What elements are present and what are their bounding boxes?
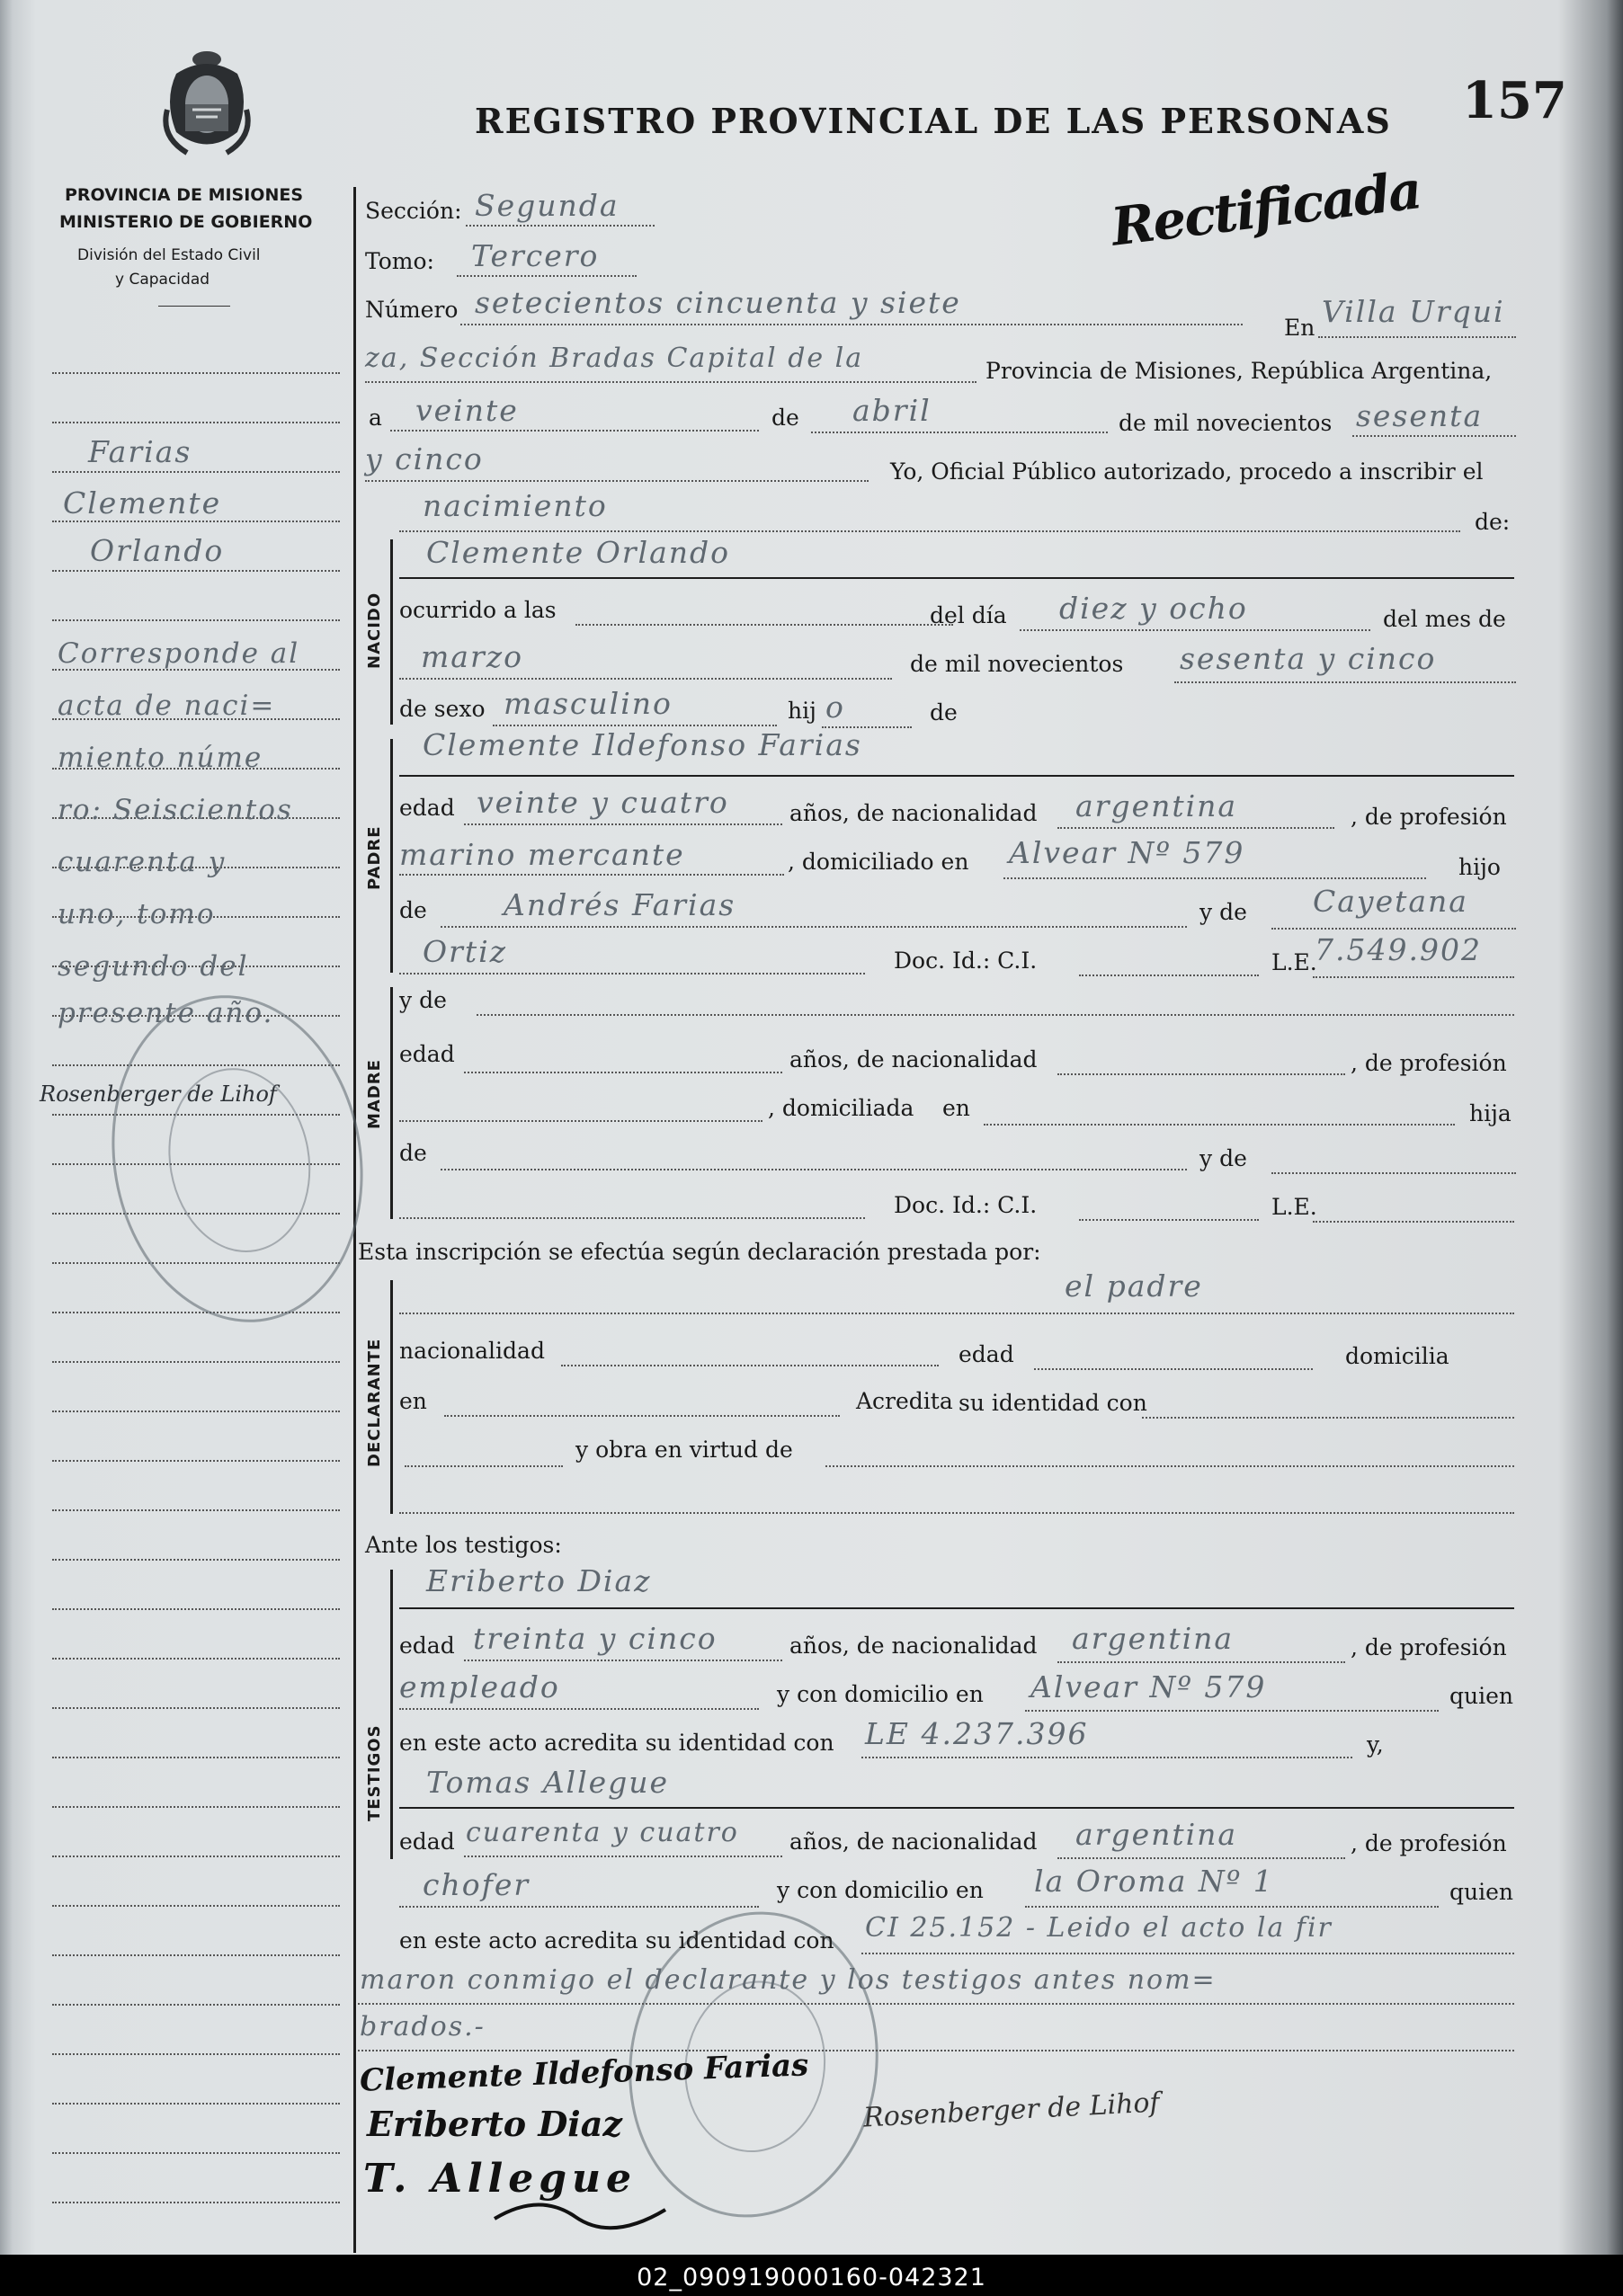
field-line — [399, 1708, 759, 1710]
witness-2-id-value: CI 25.152 - Leido el acto la fir — [865, 1912, 1333, 1944]
hij-suffix-value: o — [825, 690, 845, 725]
official-signature: Rosenberger de Lihof — [862, 2087, 1161, 2134]
margin-note-line: uno, tomo — [58, 898, 216, 930]
field-line — [825, 1465, 1514, 1467]
field-line — [441, 926, 1187, 928]
profesion-label: , de profesión — [1351, 1634, 1507, 1660]
month-of-birth-value: marzo — [421, 639, 523, 674]
year-value-continued: y cinco — [365, 441, 484, 476]
field-line — [464, 1855, 782, 1857]
tomo-value: Tercero — [471, 238, 600, 273]
margin-line — [52, 471, 340, 473]
y-de-label: y de — [1199, 1145, 1247, 1171]
closing-text-line-1: maron conmigo el declarante y los testigos antes nom= — [360, 1964, 1217, 1996]
margin-line — [52, 1905, 340, 1907]
field-line — [464, 823, 782, 825]
margin-note-line: miento núme — [58, 742, 263, 774]
field-line — [365, 381, 976, 383]
de-label: de — [399, 1140, 427, 1166]
paternal-grandmother-value: Cayetana — [1313, 884, 1468, 919]
margin-note-line: Corresponde al — [58, 637, 300, 670]
le-label: L.E. — [1271, 1194, 1317, 1220]
section-bracket — [390, 987, 393, 1219]
margin-line — [52, 372, 340, 374]
field-line — [1271, 1172, 1516, 1174]
mil-novecientos-label: de mil novecientos — [910, 651, 1124, 677]
field-line — [399, 1512, 1514, 1514]
field-line — [399, 577, 1514, 579]
margin-line — [52, 2152, 340, 2154]
en-value: Villa Urqui — [1322, 294, 1505, 329]
year-value: sesenta — [1356, 398, 1484, 433]
declarant-signature: Clemente Ildefonso Farias — [359, 2047, 809, 2099]
field-line — [493, 725, 777, 726]
field-line — [1057, 1073, 1345, 1075]
margin-line — [52, 1954, 340, 1956]
de-colon-label: de: — [1475, 509, 1511, 535]
witness-1-address-value: Alvear Nº 579 — [1030, 1669, 1267, 1704]
margin-note-line: cuarenta y — [58, 846, 227, 878]
margin-line — [52, 1608, 340, 1610]
footer-bar — [0, 2255, 1623, 2296]
witness-1-nationality-value: argentina — [1072, 1621, 1235, 1656]
field-line — [399, 973, 865, 974]
year-of-birth-value: sesenta y cinco — [1180, 641, 1437, 676]
margin-line — [52, 1559, 340, 1561]
seccion-label: Sección: — [365, 198, 462, 224]
location-value: za, Sección Bradas Capital de la — [365, 343, 864, 374]
profesion-label: , de profesión — [1351, 804, 1507, 830]
field-line — [1313, 1221, 1514, 1223]
domicilia-label: domicilia — [1345, 1343, 1449, 1369]
margin-line — [52, 1707, 340, 1709]
edad-label: edad — [399, 795, 455, 821]
sexo-label: de sexo — [399, 696, 486, 722]
y-de-label: y de — [399, 987, 447, 1013]
margin-line — [52, 521, 340, 522]
field-line — [399, 1217, 865, 1219]
field-line — [399, 1807, 1514, 1809]
quien-label: quien — [1449, 1683, 1513, 1709]
margin-line — [52, 1757, 340, 1758]
field-line — [561, 1365, 939, 1366]
field-line — [457, 275, 637, 277]
document-code: 02_090919000160-042321 — [637, 2264, 986, 2292]
seccion-value: Segunda — [475, 188, 620, 223]
witness-2-signature: T. Allegue — [363, 2156, 638, 2202]
margin-line — [52, 1855, 340, 1857]
testigos-intro: Ante los testigos: — [365, 1532, 562, 1558]
field-line — [1271, 928, 1516, 930]
numero-value: setecientos cincuenta y siete — [475, 285, 961, 320]
field-line — [1174, 681, 1516, 683]
field-line — [1057, 1661, 1345, 1663]
divider — [158, 306, 230, 307]
field-line — [464, 1072, 782, 1073]
field-line — [575, 624, 953, 626]
ocurrido-label: ocurrido a las — [399, 597, 557, 623]
field-line — [1025, 1710, 1439, 1712]
field-line — [399, 1313, 1514, 1314]
field-line — [358, 2003, 1514, 2005]
nacionalidad-label: nacionalidad — [399, 1338, 545, 1364]
y-de-label: y de — [1199, 899, 1247, 925]
day-of-birth-value: diez y ocho — [1059, 591, 1248, 626]
margin-line — [52, 1658, 340, 1660]
en-label: en — [942, 1095, 970, 1121]
field-line — [1025, 1906, 1439, 1908]
de-label: de — [399, 897, 427, 923]
edad-label: edad — [399, 1633, 455, 1659]
witness-2-nationality-value: argentina — [1075, 1817, 1238, 1852]
closing-text-line-2: brados.- — [360, 2011, 486, 2042]
paternal-grandfather-value: Andrés Farias — [504, 887, 736, 922]
section-label-madre: MADRE — [365, 1059, 384, 1129]
domiciliado-label: , domiciliado en — [788, 849, 969, 875]
doc-id-label: Doc. Id.: C.I. — [894, 948, 1038, 974]
field-line — [441, 1169, 1187, 1170]
domicilio-label: y con domicilio en — [777, 1877, 984, 1903]
section-label-nacido: NACIDO — [365, 592, 384, 669]
margin-line — [52, 619, 340, 621]
field-line — [1352, 435, 1516, 437]
field-line — [984, 1124, 1455, 1126]
field-line — [1079, 1219, 1259, 1221]
field-line — [466, 225, 655, 227]
le-label: L.E. — [1271, 949, 1317, 975]
field-line — [365, 480, 869, 482]
section-label-declarante: DECLARANTE — [365, 1338, 384, 1467]
acredita-label: en este acto acredita su identidad con — [399, 1730, 834, 1756]
field-line — [399, 1607, 1514, 1609]
profesion-label: , de profesión — [1351, 1830, 1507, 1856]
field-line — [444, 1415, 840, 1417]
section-bracket — [390, 739, 393, 973]
anos-nacionalidad-label: años, de nacionalidad — [789, 1046, 1038, 1072]
a-label: a — [369, 405, 382, 431]
witness-1-name-value: Eriberto Diaz — [426, 1563, 652, 1598]
field-line — [1034, 1368, 1313, 1370]
field-line — [861, 1953, 1514, 1954]
margin-line — [52, 2004, 340, 2006]
doc-id-label: Doc. Id.: C.I. — [894, 1192, 1038, 1218]
witness-2-age-value: cuarenta y cuatro — [466, 1817, 739, 1848]
edad-label: edad — [959, 1341, 1014, 1367]
signature-flourish — [486, 2183, 701, 2237]
paternal-grandmother-surname-value: Ortiz — [423, 934, 508, 969]
del-mes-label: del mes de — [1383, 606, 1506, 632]
ministry-name: MINISTERIO DE GOBIERNO — [59, 212, 313, 232]
en-label: en — [399, 1388, 427, 1414]
field-line — [811, 432, 1108, 433]
field-line — [861, 1757, 1352, 1758]
section-bracket — [390, 539, 393, 725]
day-value: veinte — [415, 393, 519, 428]
de-label: de — [771, 405, 799, 431]
margin-line — [52, 1411, 340, 1412]
field-line — [1142, 1417, 1514, 1419]
anos-nacionalidad-label: años, de nacionalidad — [789, 1829, 1038, 1855]
acredita-label: en este acto acredita su identidad con — [399, 1927, 834, 1953]
coat-of-arms-icon — [160, 47, 254, 159]
field-line — [1057, 1857, 1345, 1859]
margin-line — [52, 1361, 340, 1363]
margin-line — [52, 570, 340, 572]
witness-1-profession-value: empleado — [399, 1669, 560, 1704]
father-nationality-value: argentina — [1075, 788, 1238, 823]
hij-label: hij — [788, 698, 816, 724]
section-bracket — [390, 1280, 393, 1514]
witness-1-age-value: treinta y cinco — [473, 1621, 718, 1656]
field-line — [399, 530, 1460, 532]
anos-nacionalidad-label: años, de nacionalidad — [789, 1633, 1038, 1659]
anos-nacionalidad-label: años, de nacionalidad — [789, 800, 1038, 826]
section-label-testigos: TESTIGOS — [365, 1724, 384, 1821]
margin-note-line: ro: Seiscientos — [58, 794, 293, 826]
field-line — [399, 678, 892, 680]
margin-line — [52, 1460, 340, 1462]
field-line — [1057, 827, 1334, 829]
witness-2-name-value: Tomas Allegue — [426, 1765, 670, 1800]
oficial-text: Yo, Oficial Público autorizado, procedo a inscribir el — [890, 458, 1484, 485]
margin-line — [52, 1806, 340, 1808]
page-title: REGISTRO PROVINCIAL DE LAS PERSONAS — [475, 101, 1392, 141]
margin-signature: Rosenberger de Lihof — [40, 1081, 277, 1107]
y-label: y, — [1367, 1731, 1384, 1758]
field-line — [1020, 629, 1370, 631]
edad-label: edad — [399, 1829, 455, 1855]
margin-note-line: acta de naci= — [58, 690, 276, 722]
field-line — [405, 1465, 563, 1467]
field-line — [464, 1660, 782, 1661]
field-line — [399, 775, 1514, 777]
quien-label: quien — [1449, 1879, 1513, 1905]
page-number: 157 — [1462, 71, 1567, 130]
margin-name-2: Orlando — [90, 533, 225, 568]
field-line — [390, 430, 759, 432]
margin-name-1: Clemente — [63, 485, 222, 521]
field-line — [1318, 336, 1516, 338]
margin-line — [52, 2103, 340, 2105]
witness-1-id-value: LE 4.237.396 — [865, 1716, 1089, 1751]
margin-note-line: presente año. — [58, 997, 274, 1029]
field-line — [477, 1014, 1514, 1016]
en-label: En — [1284, 315, 1315, 341]
hijo-label: hijo — [1458, 854, 1501, 880]
sex-value: masculino — [504, 686, 673, 721]
hija-label: hija — [1469, 1100, 1512, 1126]
field-line — [1003, 877, 1426, 879]
child-name-value: Clemente Orlando — [426, 535, 730, 570]
field-line — [460, 324, 1243, 325]
margin-line — [52, 2202, 340, 2203]
margin-line — [52, 2053, 340, 2055]
corner-handwriting: Rectificada — [1108, 159, 1424, 258]
field-line — [399, 1120, 762, 1122]
declarante-value: el padre — [1065, 1268, 1203, 1304]
division-line-1: División del Estado Civil — [77, 246, 261, 264]
witness-2-address-value: la Oroma Nº 1 — [1034, 1864, 1274, 1899]
field-line — [399, 874, 784, 876]
del-dia-label: del día — [930, 602, 1007, 628]
acredita-label: Acredita — [856, 1388, 953, 1414]
declarante-intro: Esta inscripción se efectúa según declaración prestada por: — [358, 1239, 1041, 1265]
margin-note-line: segundo del — [58, 950, 249, 983]
field-line — [358, 2050, 1514, 2051]
official-seal — [86, 975, 388, 1342]
father-profession-value: marino mercante — [399, 837, 685, 872]
field-line — [1313, 976, 1514, 978]
witness-1-signature: Eriberto Diaz — [367, 2104, 622, 2144]
month-value: abril — [852, 393, 932, 428]
witness-2-profession-value: chofer — [423, 1867, 531, 1902]
section-bracket — [390, 1570, 393, 1859]
tomo-label: Tomo: — [365, 248, 434, 274]
obra-label: y obra en virtud de — [575, 1437, 793, 1463]
de-label: de — [930, 699, 958, 725]
edad-label: edad — [399, 1041, 455, 1067]
act-type-value: nacimiento — [423, 488, 608, 523]
provincia-text: Provincia de Misiones, República Argentina, — [985, 358, 1493, 384]
field-line — [1079, 974, 1259, 976]
numero-label: Número — [365, 297, 459, 323]
province-name: PROVINCIA DE MISIONES — [65, 185, 304, 205]
domiciliada-label: , domiciliada — [768, 1095, 914, 1121]
field-line — [399, 1906, 759, 1908]
father-name-value: Clemente Ildefonso Farias — [423, 727, 862, 762]
identidad-label: su identidad con — [959, 1390, 1147, 1416]
father-age-value: veinte y cuatro — [477, 785, 729, 820]
margin-line — [52, 1509, 340, 1511]
section-label-padre: PADRE — [365, 825, 384, 890]
father-address-value: Alvear Nº 579 — [1009, 835, 1245, 870]
profesion-label: , de profesión — [1351, 1050, 1507, 1076]
father-le-value: 7.549.902 — [1315, 932, 1482, 967]
domicilio-label: y con domicilio en — [777, 1681, 984, 1707]
mil-novecientos-label: de mil novecientos — [1119, 410, 1333, 436]
margin-line — [52, 1312, 340, 1313]
division-line-2: y Capacidad — [115, 271, 210, 289]
margin-line — [52, 422, 340, 423]
margin-surname: Farias — [88, 434, 192, 469]
